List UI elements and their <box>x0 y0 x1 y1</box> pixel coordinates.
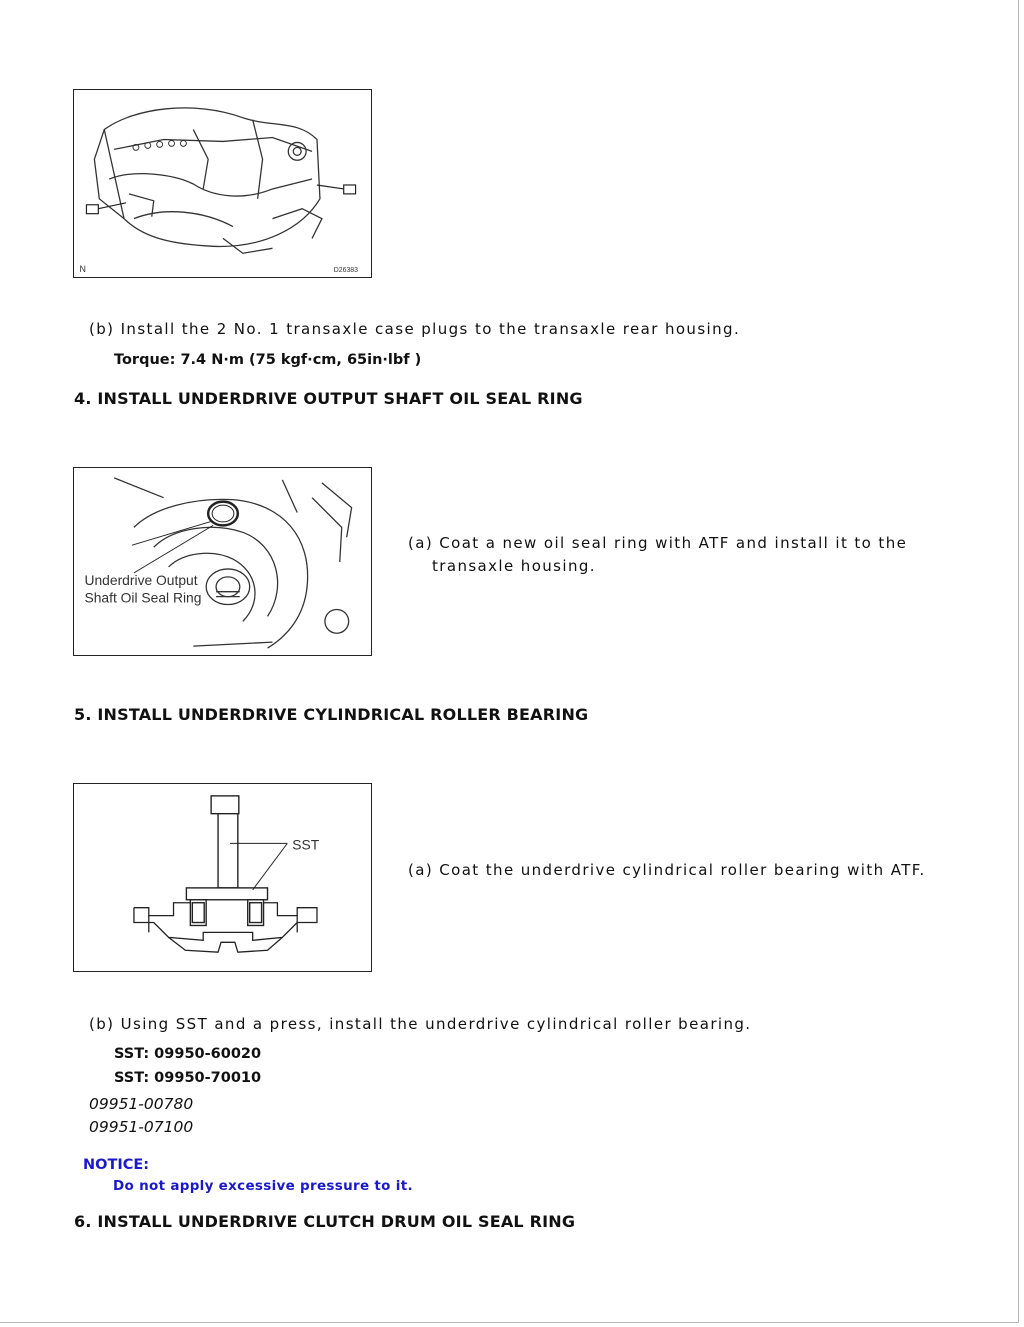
sst-part-number-1: 09951-00780 <box>89 1095 194 1113</box>
sst-number-2: SST: 09950-70010 <box>114 1070 262 1086</box>
step5-a-instruction: (a) Coat the underdrive cylindrical roller bearing with ATF. <box>408 861 926 879</box>
figure-oil-seal-ring <box>73 467 372 656</box>
notice-heading: NOTICE: <box>83 1157 150 1173</box>
step5-heading: 5. INSTALL UNDERDRIVE CYLINDRICAL ROLLER BEARING <box>74 705 589 724</box>
oil-seal-label-line2: Shaft Oil Seal Ring <box>84 589 202 606</box>
step5-b-instruction: (b) Using SST and a press, install the underdrive cylindrical roller bearing. <box>89 1015 752 1033</box>
oil-seal-ring-drawing <box>74 468 371 655</box>
notice-text: Do not apply excessive pressure to it. <box>113 1178 413 1194</box>
sst-label: SST <box>292 836 320 853</box>
oil-seal-label-line1: Underdrive Output <box>84 571 198 588</box>
step4-a-instruction-line2: transaxle housing. <box>432 557 596 575</box>
step4-a-instruction-line1: (a) Coat a new oil seal ring with ATF and install it to the <box>408 534 908 552</box>
figure-roller-bearing-press <box>73 783 372 972</box>
torque-spec: Torque: 7.4 N·m (75 kgf·cm, 65in·lbf ) <box>114 352 422 368</box>
step4-heading: 4. INSTALL UNDERDRIVE OUTPUT SHAFT OIL SEAL RING <box>74 389 583 408</box>
sst-part-number-2: 09951-07100 <box>89 1118 194 1136</box>
figure-code: D26383 <box>333 267 359 275</box>
transaxle-housing-drawing <box>74 90 371 277</box>
sst-press-drawing <box>74 784 371 971</box>
step3-b-instruction: (b) Install the 2 No. 1 transaxle case plugs to the transaxle rear housing. <box>89 320 741 338</box>
figure-corner-code: N <box>79 264 86 275</box>
figure-transaxle-case-plugs <box>73 89 372 278</box>
sst-number-1: SST: 09950-60020 <box>114 1046 262 1062</box>
step6-heading: 6. INSTALL UNDERDRIVE CLUTCH DRUM OIL SEAL RING <box>74 1212 576 1231</box>
